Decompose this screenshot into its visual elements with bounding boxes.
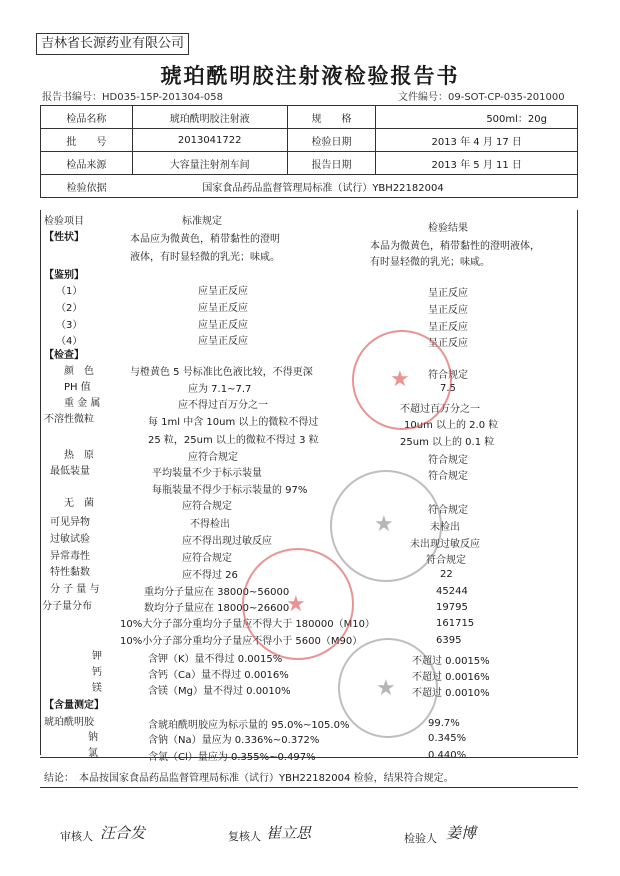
magnesium-res: 不超过 0.0010%	[412, 688, 490, 699]
chloride-res: 0.440%	[428, 750, 467, 761]
potassium-res: 不超过 0.0015%	[412, 656, 490, 667]
heavy-metal-item: 重 金 属	[64, 398, 101, 409]
ident-std-4: 应呈正反应	[198, 336, 248, 347]
appearance-std-2: 液体，有时显轻微的乳光；味咸。	[130, 252, 280, 263]
sterility-item: 无 菌	[64, 498, 94, 509]
ident-res-4: 呈正反应	[428, 338, 468, 349]
report-date-label: 报告日期	[287, 152, 376, 175]
basis-value: 国家食品药品监督管理局标准（试行）YBH22182004	[132, 175, 577, 198]
mw-res-4: 6395	[436, 635, 462, 646]
fill-item: 最低装量	[50, 466, 90, 477]
ident-res-2: 呈正反应	[428, 305, 468, 316]
report-date-value: 2013 年 5 月 11 日	[376, 152, 578, 175]
particle-std-1: 每 1ml 中含 10um 以上的微粒不得过	[148, 417, 319, 428]
mw-res-3: 161715	[436, 618, 475, 629]
sterility-std: 应符合规定	[182, 501, 232, 512]
test-date-value: 2013 年 4 月 17 日	[376, 129, 578, 152]
ph-std: 应为 7.1~7.7	[188, 384, 252, 395]
ph-res: 7.5	[440, 383, 456, 394]
particle-res-1: 10um 以上的 2.0 粒	[404, 420, 499, 431]
conclusion-text: 结论： 本品按国家食品药品监督管理局标准（试行）YBH22182004 检验，结果符合规定。	[44, 773, 454, 784]
magnesium-item: 镁	[92, 683, 102, 694]
viscosity-item: 特性黏数	[50, 567, 90, 578]
particle-std-2: 25 粒，25um 以上的微粒不得过 3 粒	[148, 435, 319, 446]
ph-item: PH 值	[64, 382, 91, 393]
mw-item-2: 分子量分布	[42, 601, 92, 612]
batch-label: 批 号	[41, 129, 133, 152]
allergy-item: 过敏试验	[50, 534, 90, 545]
abtox-std: 应符合规定	[182, 553, 232, 564]
allergy-res: 未出现过敏反应	[410, 539, 480, 550]
report-title: 琥珀酰明胶注射液检验报告书	[160, 64, 460, 88]
sterility-res: 符合规定	[428, 505, 468, 516]
conclusion-bottom-rule	[40, 787, 578, 788]
ident-item-3: （3）	[56, 320, 83, 331]
inspector-label: 检验人	[404, 832, 437, 845]
red-seal-star-icon-2: ★	[286, 592, 306, 617]
gelatin-res: 99.7%	[428, 718, 460, 729]
sodium-item: 钠	[88, 732, 98, 743]
source-value: 大容量注射剂车间	[132, 152, 287, 175]
col-item-header: 检验项目	[44, 216, 84, 227]
heavy-metal-std: 应不得过百万分之一	[178, 400, 268, 411]
ident-item-1: （1）	[56, 286, 83, 297]
color-res: 符合规定	[428, 370, 468, 381]
color-item: 颜 色	[64, 366, 94, 377]
ident-std-3: 应呈正反应	[198, 320, 248, 331]
sodium-res: 0.345%	[428, 733, 467, 744]
header-table	[40, 105, 578, 198]
calcium-std: 含钙（Ca）量不得过 0.0016%	[148, 670, 289, 681]
ident-item-4: （4）	[56, 336, 83, 347]
allergy-std: 应不得出现过敏反应	[182, 536, 272, 547]
gray-seal-star-icon: ★	[374, 512, 394, 537]
fill-std-1: 平均装量不少于标示装量	[152, 468, 262, 479]
particle-item: 不溶性微粒	[44, 414, 94, 425]
conclusion-top-rule	[40, 757, 578, 758]
chloride-item: 氯	[88, 748, 98, 759]
gelatin-item: 琥珀酰明胶	[44, 717, 94, 728]
company-name: 吉林省长源药业有限公司	[36, 33, 189, 55]
ident-res-1: 呈正反应	[428, 288, 468, 299]
mw-std-4: 10%小分子部分重均分子量应不得小于 5600（M90）	[120, 636, 363, 647]
calcium-item: 钙	[92, 667, 102, 678]
potassium-item: 钾	[92, 651, 102, 662]
mw-item-1: 分 子 量 与	[50, 584, 100, 595]
rechecker-label: 复核人	[228, 830, 261, 843]
ident-std-1: 应呈正反应	[198, 286, 248, 297]
spec-label: 规 格	[287, 106, 376, 129]
appearance-std-1: 本品应为微黄色，稍带黏性的澄明	[130, 234, 280, 245]
viscosity-std: 应不得过 26	[182, 570, 238, 581]
ident-item-2: （2）	[56, 303, 83, 314]
spec-value: 500ml：20g	[376, 106, 578, 129]
pyrogen-std: 应符合规定	[188, 452, 238, 463]
col-standard-header: 标准规定	[182, 216, 222, 227]
mw-std-3: 10%大分子部分重均分子量应不得大于 180000（M10）	[120, 619, 375, 630]
particle-res-2: 25um 以上的 0.1 粒	[400, 437, 495, 448]
product-label: 检品名称	[41, 106, 133, 129]
gelatin-std: 含琥珀酰明胶应为标示量的 95.0%~105.0%	[148, 720, 350, 731]
pyrogen-res: 符合规定	[428, 455, 468, 466]
section-inspection: 【检查】	[44, 350, 84, 361]
viscosity-res: 22	[440, 569, 453, 580]
appearance-res-2: 有时显轻微的乳光；味咸。	[370, 257, 490, 268]
mw-std-2: 数均分子量应在 18000~26600	[144, 603, 290, 614]
pyrogen-item: 热 原	[64, 450, 94, 461]
source-label: 检品来源	[41, 152, 133, 175]
red-seal-star-icon: ★	[390, 367, 410, 392]
file-number: 文件编号：09-SOT-CP-035-201000	[398, 92, 565, 103]
visible-item: 可见异物	[50, 517, 90, 528]
fill-std-2: 每瓶装量不得少于标示装量的 97%	[152, 485, 308, 496]
col-result-header: 检验结果	[428, 223, 468, 234]
mw-res-2: 19795	[436, 602, 468, 613]
reviewer-signature: 汪合发	[100, 824, 146, 842]
magnesium-std: 含镁（Mg）量不得过 0.0010%	[148, 686, 291, 697]
section-identification: 【鉴别】	[44, 270, 84, 281]
calcium-res: 不超过 0.0016%	[412, 672, 490, 683]
report-number: 报告书编号：HD035-15P-201304-058	[42, 92, 223, 103]
ident-std-2: 应呈正反应	[198, 303, 248, 314]
reviewer-label: 审核人	[60, 830, 93, 843]
appearance-res-1: 本品为微黄色，稍带黏性的澄明液体，	[370, 241, 540, 252]
test-date-label: 检验日期	[287, 129, 376, 152]
ident-res-3: 呈正反应	[428, 322, 468, 333]
mw-res-1: 45244	[436, 586, 468, 597]
mw-std-1: 重均分子量应在 38000~56000	[144, 587, 290, 598]
visible-res: 未检出	[430, 522, 460, 533]
potassium-std: 含钾（K）量不得过 0.0015%	[148, 654, 283, 665]
inspector-signature: 姜博	[446, 824, 477, 842]
chloride-std: 含氯（Cl）量应为 0.355%~0.497%	[148, 752, 316, 763]
section-assay: 【含量测定】	[44, 700, 104, 711]
results-frame	[40, 210, 578, 755]
abtox-item: 异常毒性	[50, 551, 90, 562]
gray-seal-star-icon-2: ★	[376, 676, 396, 701]
visible-std: 不得检出	[190, 519, 230, 530]
color-std: 与橙黄色 5 号标准比色液比较，不得更深	[130, 367, 313, 378]
sodium-std: 含钠（Na）量应为 0.336%~0.372%	[148, 735, 320, 746]
fill-res: 符合规定	[428, 471, 468, 482]
section-appearance: 【性状】	[44, 232, 84, 243]
abtox-res: 符合规定	[426, 555, 466, 566]
basis-label: 检验依据	[41, 175, 133, 198]
batch-value: 2013041722	[132, 129, 287, 152]
product-value: 琥珀酰明胶注射液	[132, 106, 287, 129]
rechecker-signature: 崔立思	[266, 824, 312, 842]
heavy-metal-res: 不超过百万分之一	[400, 404, 480, 415]
